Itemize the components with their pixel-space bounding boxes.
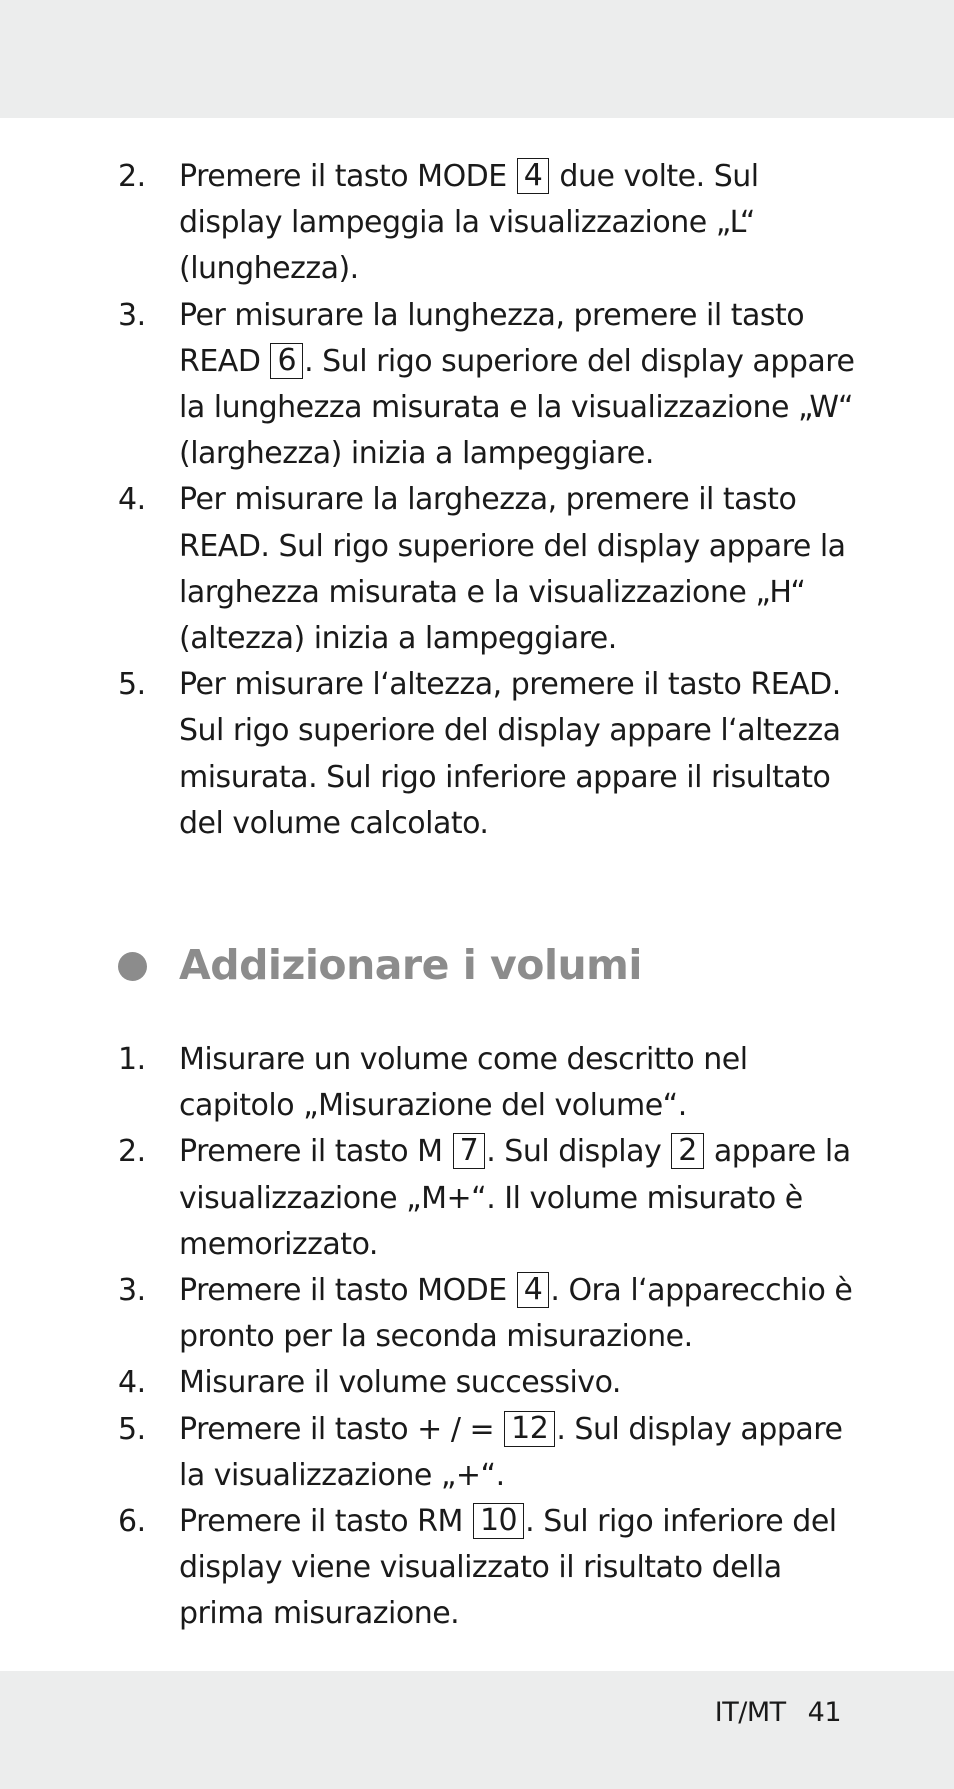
step-number: 3. <box>118 297 146 333</box>
bullet-icon <box>118 952 147 981</box>
step-number: 2. <box>118 1134 146 1170</box>
section-title: Addizionare i volumi <box>179 941 642 990</box>
step-number: 5. <box>118 1411 146 1447</box>
list-item: 3. Premere il tasto MODE 4 . Ora l‘apparecchio è pronto per la seconda misurazione. <box>118 1268 858 1360</box>
button-reference: 10 <box>473 1503 524 1539</box>
button-reference: 6 <box>270 343 303 379</box>
list-item: 4. Per misurare la larghezza, premere il tasto READ. Sul rigo superiore del display appare la larghezza misurata e la visualizzazione „H“ (altezza) inizia a lampeggiare. <box>118 477 858 662</box>
list-item: 6. Premere il tasto RM 10 . Sul rigo inferiore del display viene visualizzato il risultato della prima misurazione. <box>118 1499 858 1638</box>
button-reference: 4 <box>517 158 550 194</box>
step-number: 4. <box>118 1365 146 1401</box>
button-reference: 12 <box>504 1411 555 1447</box>
list-item: 2. Premere il tasto M 7 . Sul display 2 appare la visualizzazione „M+“. Il volume misurato è memorizzato. <box>118 1129 858 1268</box>
list-item: 5. Premere il tasto + / = 12 . Sul display appare la visualizzazione „+“. <box>118 1407 858 1499</box>
display-reference: 2 <box>671 1133 704 1169</box>
step-number: 6. <box>118 1504 146 1540</box>
measurement-steps-list <box>118 154 858 847</box>
language-code: IT/MT <box>714 1697 786 1728</box>
bottom-band <box>0 1671 954 1789</box>
step-number: 1. <box>118 1042 146 1078</box>
list-item: 1. Misurare un volume come descritto nel capitolo „Misurazione del volume“. <box>118 1037 858 1129</box>
add-volumes-steps-list <box>118 1037 858 1638</box>
list-item: 2. Premere il tasto MODE 4 due volte. Sul display lampeggia la visualizzazione „L“ (lunghezza). <box>118 154 858 293</box>
step-number: 3. <box>118 1273 146 1309</box>
list-item: 3. Per misurare la lunghezza, premere il tasto READ 6 . Sul rigo superiore del display appare la lunghezza misurata e la visualizzazione „W“ (larghezza) inizia a lampeggiare. <box>118 293 858 478</box>
page-number: 41 <box>807 1697 841 1728</box>
step-number: 4. <box>118 482 146 518</box>
list-item: 5. Per misurare l‘altezza, premere il tasto READ. Sul rigo superiore del display appare l‘altezza misurata. Sul rigo inferiore appare il risultato del volume calcolato. <box>118 662 858 847</box>
button-reference: 4 <box>517 1272 550 1308</box>
button-reference: 7 <box>453 1133 486 1169</box>
step-number: 5. <box>118 667 146 703</box>
top-band <box>0 0 954 118</box>
step-number: 2. <box>118 159 146 194</box>
list-item: 4. Misurare il volume successivo. <box>118 1360 858 1406</box>
page-content <box>118 154 858 1638</box>
page-footer <box>715 1697 841 1728</box>
section-heading <box>118 937 858 993</box>
